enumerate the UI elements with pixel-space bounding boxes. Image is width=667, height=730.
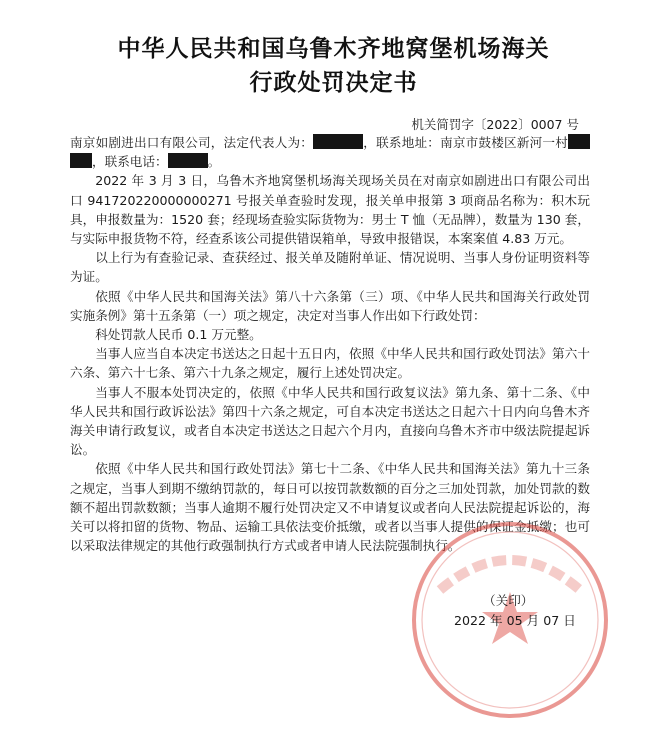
- redacted-representative: [313, 134, 363, 149]
- phone-label: ，联系电话：: [92, 154, 168, 170]
- address-label: ，联系地址：: [363, 135, 441, 150]
- document-title: 中华人民共和国乌鲁木齐地窝堡机场海关: [117, 35, 550, 62]
- document-subtitle: 行政处罚决定书: [249, 69, 418, 96]
- redacted-address-part1: [568, 134, 590, 149]
- legal-basis-paragraph: 依照《中华人民共和国海关法》第八十六条第（三）项、《中华人民共和国海关行政处罚实施条例》第十五条第（一）项之规定，决定对当事人作出如下行政处罚：: [70, 288, 590, 323]
- party-info: 南京如剧进出口有限公司，法定代表人为： ，联系地址：南京市鼓楼区新河一村，联系电话： 。: [70, 133, 590, 171]
- penalty-paragraph: 科处罚款人民币 0.1 万元整。: [95, 327, 262, 343]
- document-body: [70, 133, 590, 555]
- seal-label: （关印）: [483, 593, 534, 608]
- address: 南京市鼓楼区新河一村: [440, 135, 569, 150]
- issue-date: 2022 年 05 月 07 日: [454, 613, 576, 628]
- evidence-paragraph: 以上行为有查验记录、查获经过、报关单及随附单证、情况说明、当事人身份证明资料等为证。: [70, 250, 590, 285]
- enforcement-paragraph: 依照《中华人民共和国行政处罚法》第七十二条、《中华人民共和国海关法》第九十三条之规定，当事人到期不缴纳罚款的，每日可以按罚款数额的百分之三加处罚款，加处罚款的数额不超出罚款数额；当事人逾期不履行处罚决定又不申请复议或者向人民法院提起诉讼的，海关可以将扣留的货物、物品、运输工具依法变价抵缴，或者以当事人提供的保证金抵缴；也可以采取法律规定的其他行政强制执行方式或者申请人民法院强制执行。: [70, 461, 590, 554]
- company-name: 南京如剧进出口有限公司: [70, 135, 211, 150]
- document-number: 机关简罚字〔2022〕0007 号: [411, 117, 579, 132]
- redacted-phone: [168, 153, 208, 168]
- redacted-address-part2: [70, 153, 92, 168]
- representative-label: ，法定代表人为：: [210, 135, 314, 150]
- case-facts-paragraph: 2022 年 3 月 3 日，乌鲁木齐地窝堡机场海关现场关员在对南京如剧进出口有限公司出口 941720220000000271 号报关单查验时发现，报关单申报第 3 项商品名称为：积木玩具，申报数量为：1520 套；经现场查验实际货物为：男士 T 恤（无品牌），数量为 130 套，与实际申报货物不符，经查系该公司提供错误箱单，导致申报错误，本案案值 4.83 万元。: [70, 173, 590, 247]
- appeal-rights-paragraph: 当事人不服本处罚决定的，依照《中华人民共和国行政复议法》第九条、第十二条、《中华人民共和国行政诉讼法》第四十六条之规定，可自本决定书送达之日起六十日内向乌鲁木齐海关申请行政复议，或者自本决定书送达之日起六个月内，直接向乌鲁木齐市中级法院提起诉讼。: [70, 384, 590, 458]
- payment-deadline-paragraph: 当事人应当自本决定书送达之日起十五日内，依照《中华人民共和国行政处罚法》第六十六条、第六十七条、第六十九条之规定，履行上述处罚决定。: [70, 346, 590, 381]
